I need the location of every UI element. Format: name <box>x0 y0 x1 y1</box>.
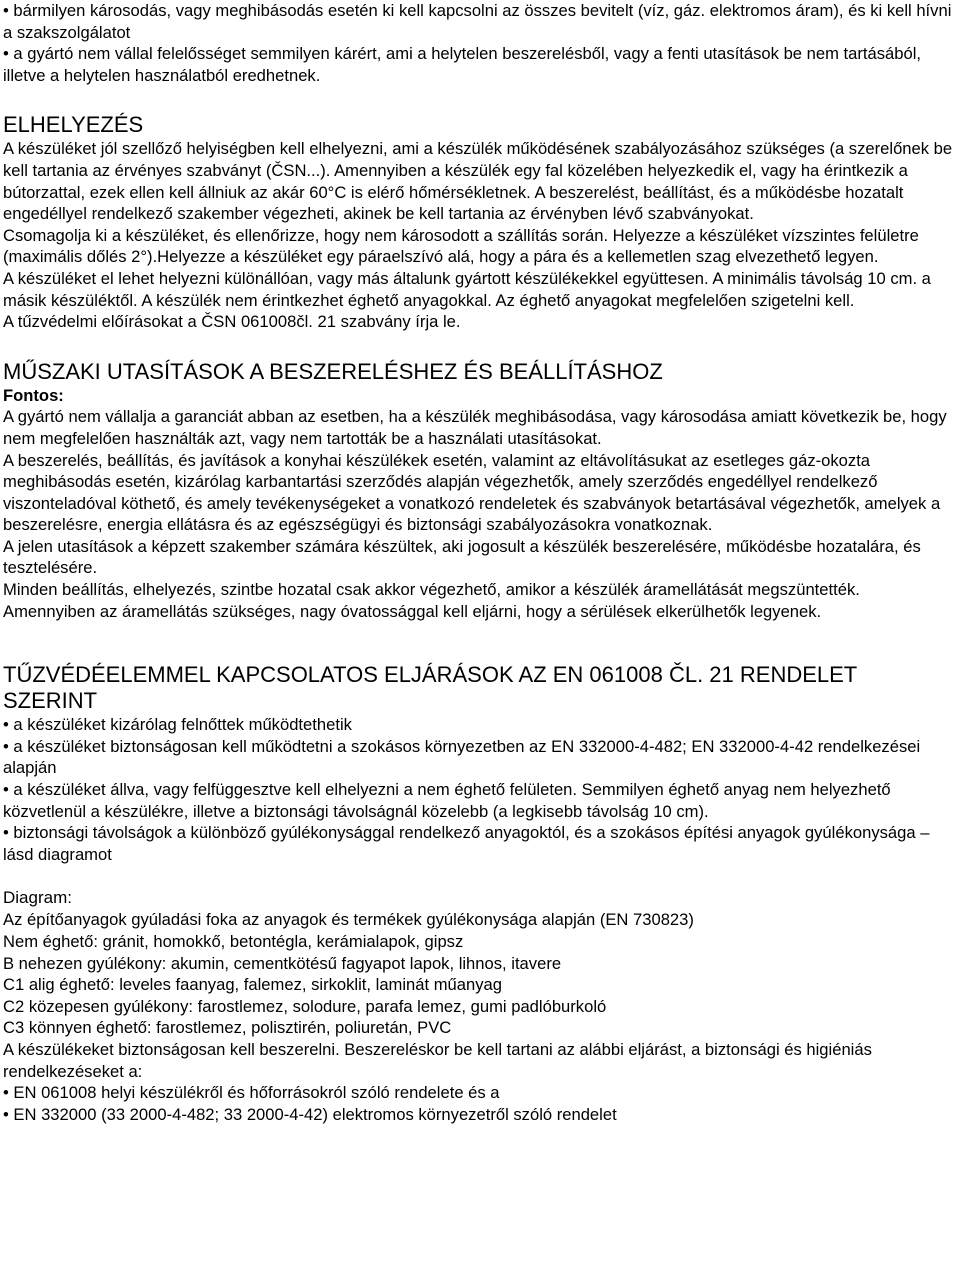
diagram-line-en-061008: • EN 061008 helyi készülékről és hőforrásokról szóló rendelete és a <box>3 1083 500 1103</box>
important-label: Fontos: <box>3 385 64 405</box>
diagram-heading: Diagram: <box>3 888 72 908</box>
intro-bullet-disconnect: • bármilyen károsodás, vagy meghibásodás esetén ki kell kapcsolni az összes bevitelt (víz, gáz. elektromos áram), és ki kell hívni a szakszolgálatot <box>3 1 952 42</box>
technical-section <box>3 359 957 623</box>
placement-section <box>3 112 957 332</box>
fire-protection-section <box>3 662 957 865</box>
intro-bullet-liability: • a gyártó nem vállal felelősséget semmilyen kárért, ami a helytelen beszerelésből, vagy a fenti utasítások be nem tartásából, illetve a helytelen használatból eredhetnek. <box>3 44 922 85</box>
diagram-line-class-c3: C3 könnyen éghető: farostlemez, polisztirén, poliuretán, PVC <box>3 1018 452 1038</box>
placement-paragraph-unpack: Csomagolja ki a készüléket, és ellenőrizze, hogy nem károsodott a szállítás során. Helyezze a készüléket vízszintes felületre (maximális dőlés 2°).Helyezze a készüléket egy páraelszívó alá, hogy a pára és a kellemetlen szag elvezethető legyen. <box>3 225 919 267</box>
diagram-line-nonflammable: Nem éghető: gránit, homokkő, betontégla, kerámialapok, gipsz <box>3 932 464 951</box>
technical-paragraph-warranty: A gyártó nem vállalja a garanciát abban az esetben, ha a készülék meghibásodása, vagy károsodása amiatt következik be, hogy nem megfelelően használták azt, vagy nem tartották be a használati utasításokat. <box>3 407 947 448</box>
fire-item-surface: • a készüléket állva, vagy felfüggesztve kell elhelyezni a nem éghető felületen. Semmilyen éghető anyag nem helyezhető közvetlenül a készülékre, illetve a biztonsági távolságnál közelebb (a legkisebb távolság 10 cm). <box>3 780 891 821</box>
diagram-line-safe-install: A készülékeket biztonságosan kell beszerelni. Beszereléskor be kell tartani az alábbi eljárást, a biztonsági és higiéniás rendelkezéseket a: <box>3 1039 872 1081</box>
placement-heading: ELHELYEZÉS <box>3 112 144 138</box>
technical-paragraph-caution: Amennyiben az áramellátás szükséges, nagy óvatossággal kell eljárni, hogy a sérülések elkerülhetők legyenek. <box>3 601 822 621</box>
technical-heading: MŰSZAKI UTASÍTÁSOK A BESZERELÉSHEZ ÉS BEÁLLÍTÁSHOZ <box>3 358 663 384</box>
technical-paragraph-power-off: Minden beállítás, elhelyezés, szintbe hozatal csak akkor végezhető, amikor a készülék áramellátását megszüntették. <box>3 580 860 600</box>
technical-paragraph-qualified: A jelen utasítások a képzett szakember számára készültek, aki jogosult a készülék beszerelésére, működésbe hozatalára, és tesztelésére. <box>3 536 921 578</box>
fire-item-distances: • biztonsági távolságok a különböző gyúlékonysággal rendelkező anyagoktól, és a szokásos építési anyagok gyúlékonysága – lásd diagramot <box>3 823 930 864</box>
placement-paragraph-fire-rules: A tűzvédelmi előírásokat a ČSN 061008čl. 21 szabvány írja le. <box>3 312 461 332</box>
diagram-line-class-c2: C2 közepesen gyúlékony: farostlemez, solodure, parafa lemez, gumi padlóburkoló <box>3 996 607 1016</box>
document-page <box>3 0 957 1125</box>
diagram-line-class-b: B nehezen gyúlékony: akumin, cementkötésű fagyapot lapok, lihnos, itavere <box>3 953 562 973</box>
diagram-line-en-332000: • EN 332000 (33 2000-4-482; 33 2000-4-42) elektromos környezetről szóló rendelet <box>3 1104 617 1124</box>
fire-item-environment: • a készüléket biztonságosan kell működtetni a szokásos környezetben az EN 332000-4-482; EN 332000-4-42 rendelkezései alapján <box>3 736 921 778</box>
placement-paragraph-distance: A készüléket el lehet helyezni különállóan, vagy más általunk gyártott készülékekkel együttesen. A minimális távolság 10 cm. a másik készüléktől. A készülék nem érintkezhet éghető anyagokkal. Az éghető anyagokat megfelelően szigetelni kell. <box>3 268 931 310</box>
fire-item-adults: • a készüléket kizárólag felnőttek működtethetik <box>3 715 352 735</box>
diagram-section <box>3 887 957 1125</box>
placement-paragraph-ventilation: A készüléket jól szellőző helyiségben kell elhelyezni, ami a készülék működésének szabályozásához szükséges (a szerelőnek be kell tartania az érvényes szabványt (ČSN...). Amennyiben a készülék egy fal közelében helyezkedik el, vagy ha érintkezik a bútorzattal, ezek ellen kell állniuk az akár 60°C is elérő hőmérsékletnek. A beszerelést, beállítást, és a működésbe hozatalt engedéllyel rendelkező szakember végezheti, akinek be kell tartania az érvényben lévő szabványokat. <box>3 139 953 224</box>
diagram-line-class-c1: C1 alig éghető: leveles faanyag, falemez, sirkoklit, laminát műanyag <box>3 975 502 995</box>
fire-protection-heading: TŰZVÉDÉELEMMEL KAPCSOLATOS ELJÁRÁSOK AZ EN 061008 ČL. 21 RENDELET SZERINT <box>3 662 857 714</box>
technical-paragraph-installation: A beszerelés, beállítás, és javítások a konyhai készülékek esetén, valamint az eltávolításukat az esetleges gáz-okozta meghibásodás esetén, kizárólag karbantartási szerződés alapján végezhetők, amely szerződés engedéllyel rendelkező viszonteladóval köthető, és amely tevékenységeket a vonatkozó rendeletek és szabványok betartásával végezhetők, amelyek a beszerelésre, energia ellátásra és az egészségügyi és biztonsági szabályozásokra vonatkoznak. <box>3 450 941 535</box>
intro-section <box>3 0 957 86</box>
diagram-line-intro: Az építőanyagok gyúladási foka az anyagok és termékek gyúlékonysága alapján (EN 730823) <box>3 910 694 930</box>
